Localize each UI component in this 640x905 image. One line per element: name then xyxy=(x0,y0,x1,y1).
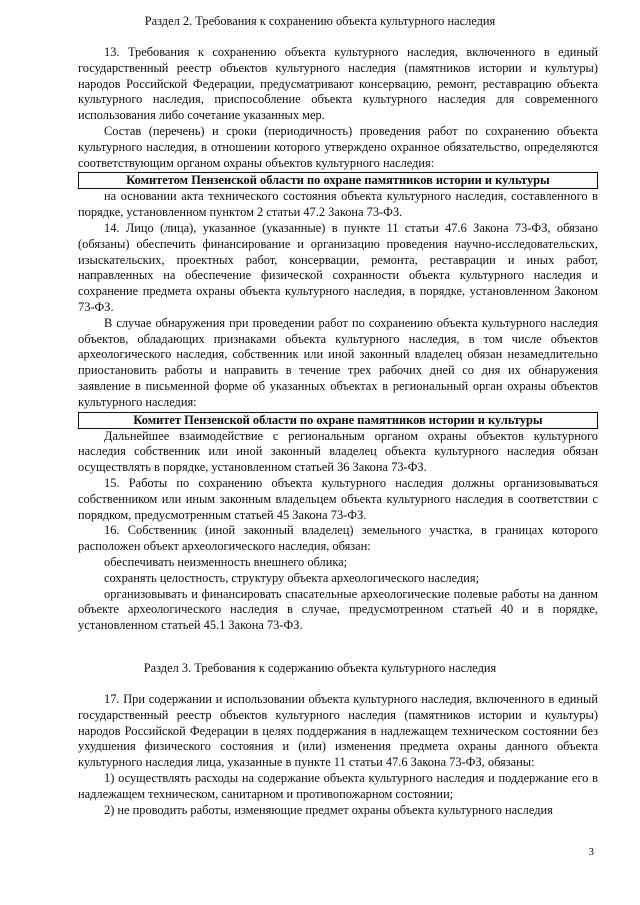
section-3-title: Раздел 3. Требования к содержанию объекта культурного наследия xyxy=(143,661,497,675)
paragraph-detection: В случае обнаружения при проведении работ по сохранению объекта культурного наследия объектов, обладающих признаками объекта культурного наследия, в том числе объектов археологического наследия, собственник или иной законный владелец обязан незамедлительно приостановить работы и направить в течение трех рабочих дней со дня их обнаружения заявление в письменной форме об указанных объектах в региональный орган охраны объектов культурного наследия: xyxy=(78,315,598,409)
paragraph-16-item-c: организовывать и финансировать спасательные археологические полевые работы на данном объекте археологического наследия в случае, предусмотренном статьей 40 и в порядке, установленном статьей 45.1 Закона 73-ФЗ. xyxy=(78,586,598,633)
section-2-body xyxy=(78,45,598,634)
paragraph-17-item-1: 1) осуществлять расходы на содержание объекта культурного наследия и поддержание его в надлежащем техническом, санитарном и противопожарном состоянии; xyxy=(78,770,598,801)
paragraph-16: 16. Собственник (иной законный владелец) земельного участка, в границах которого расположен объект археологического наследия, обязан: xyxy=(78,523,598,554)
paragraph-17-item-2: 2) не проводить работы, изменяющие предмет охраны объекта культурного наследия xyxy=(104,802,553,817)
page-number: 3 xyxy=(588,846,594,858)
paragraph-16-item-b: сохранять целостность, структуру объекта археологического наследия; xyxy=(104,570,480,585)
paragraph-13: 13. Требования к сохранению объекта культурного наследия, включенного в единый государственный реестр объектов культурного наследия (памятников истории и культуры) народов Российской Федерации, предусматривают консервацию, ремонт, реставрацию объекта культурного наследия, приспособление объекта культурного наследия для современного использования либо сочетание указанных мер. xyxy=(78,45,598,123)
authority-box-1: Комитетом Пензенской области по охране памятников истории и культуры xyxy=(78,172,598,189)
paragraph-further-interaction: Дальнейшее взаимодействие с региональным органом охраны объектов культурного наследия собственник или иной законный владелец объекта культурного наследия обязан осуществлять в порядке, установленном статьей 36 Закона 73-ФЗ. xyxy=(78,428,598,475)
section-3-body xyxy=(78,692,598,818)
paragraph-14: 14. Лицо (лица), указанное (указанные) в пункте 11 статьи 47.6 Закона 73-ФЗ, обязано (обязаны) обеспечить финансирование и организацию проведения научно-исследовательских, изыскательских, проектных работ, консервации, ремонта, реставрации и иных работ, направленных на обеспечение физической сохранности объекта культурного наследия и сохранение предмета охраны объекта культурного наследия, в порядке, установленном Законом 73-ФЗ. xyxy=(78,220,598,314)
section-2-title: Раздел 2. Требования к сохранению объекта культурного наследия xyxy=(144,14,496,28)
paragraph-15: 15. Работы по сохранению объекта культурного наследия должны организовываться собственником или иным законным владельцем объекта культурного наследия в соответствии с порядком, предусмотренным статьей 45 Закона 73-ФЗ. xyxy=(78,475,598,522)
authority-box-2: Комитет Пензенской области по охране памятников истории и культуры xyxy=(78,412,598,429)
paragraph-basis: на основании акта технического состояния объекта культурного наследия, составленного в порядке, установленном пунктом 2 статьи 47.2 Закона 73-ФЗ. xyxy=(78,189,598,220)
paragraph-17: 17. При содержании и использовании объекта культурного наследия, включенного в единый государственный реестр объектов культурного наследия (памятников истории и культуры) народов Российской Федерации в целях поддержания в надлежащем техническом состоянии без ухудшения физического состояния и (или) изменения предмета охраны данного объекта культурного наследия лица, указанные в пункте 11 статьи 47.6 Закона 73-ФЗ, обязаны: xyxy=(78,692,598,770)
paragraph-works-list: Состав (перечень) и сроки (периодичность) проведения работ по сохранению объекта культурного наследия, в отношении которого утверждено охранное обязательство, определяются соответствующим органом охраны объектов культурного наследия: xyxy=(78,123,598,170)
paragraph-16-item-a: обеспечивать неизменность внешнего облика; xyxy=(104,554,348,569)
